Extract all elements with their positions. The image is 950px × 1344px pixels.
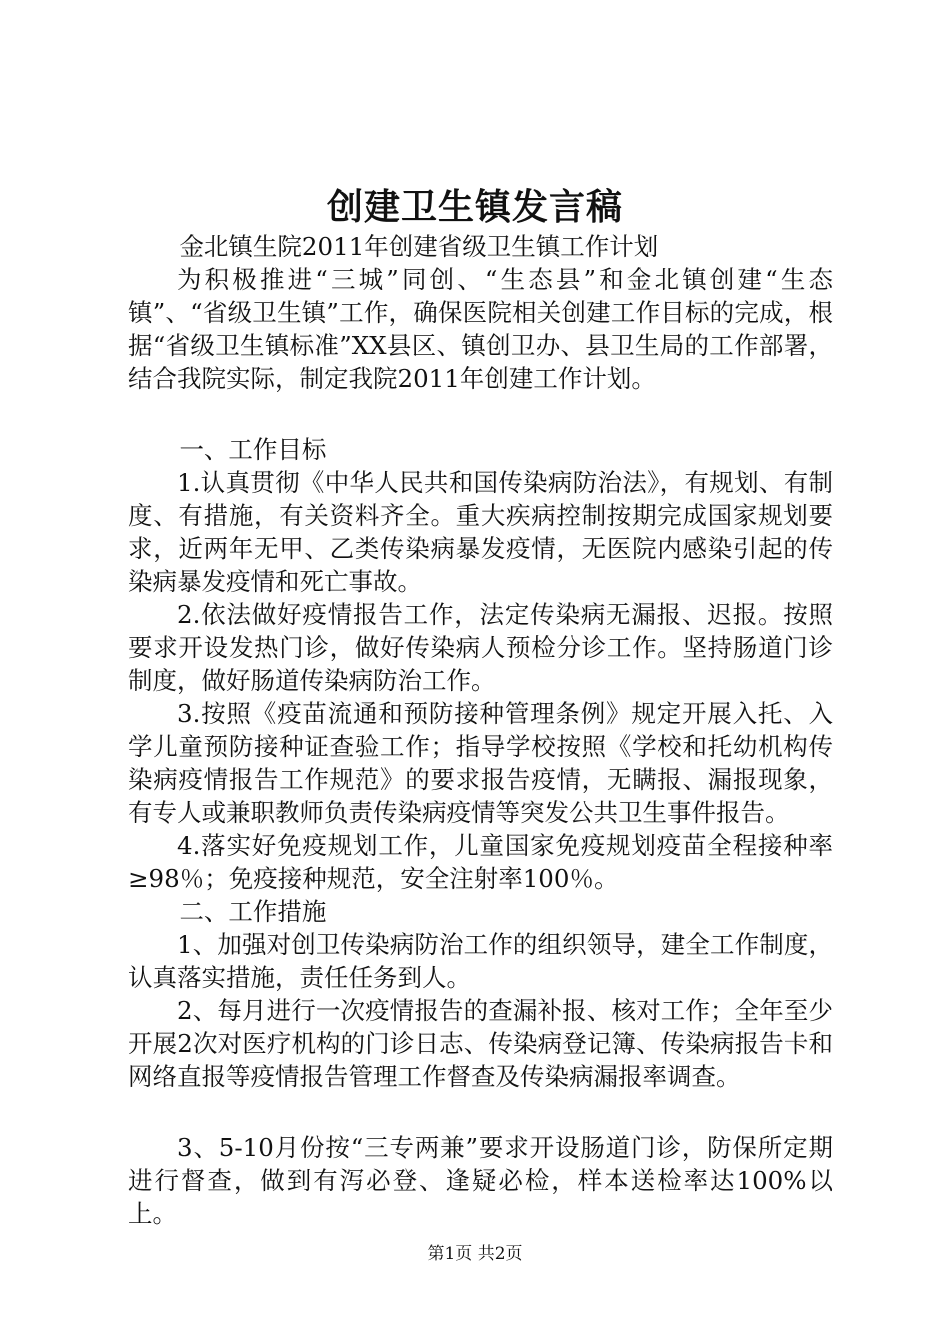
section-heading-goals: 一、工作目标 — [179, 435, 327, 464]
goal-item-4: 4.落实好免疫规划工作，儿童国家免疫规划疫苗全程接种率≥98％；免疫接种规范，安全注射率100％。 — [128, 831, 833, 893]
intro-paragraph: 为积极推进“三城”同创、“生态县”和金北镇创建“生态镇”、“省级卫生镇”工作，确保医院相关创建工作目标的完成，根据“省级卫生镇标准”XX县区、镇创卫办、县卫生局的工作部署，结合我院实际，制定我院2011年创建工作计划。 — [128, 265, 833, 393]
document-body — [128, 230, 833, 1230]
paragraph-spacer — [128, 1093, 833, 1131]
plan-heading: 金北镇生院2011年创建省级卫生镇工作计划 — [179, 232, 659, 261]
page-footer: 第1页 共2页 — [427, 1244, 523, 1264]
measure-item-2: 2、每月进行一次疫情报告的查漏补报、核对工作；全年至少开展2次对医疗机构的门诊日志、传染病登记簿、传染病报告卡和网络直报等疫情报告管理工作督查及传染病漏报率调查。 — [128, 996, 833, 1091]
goal-item-1: 1.认真贯彻《中华人民共和国传染病防治法》，有规划、有制度、有措施，有关资料齐全。重大疾病控制按期完成国家规划要求，近两年无甲、乙类传染病暴发疫情，无医院内感染引起的传染病暴发疫情和死亡事故。 — [128, 468, 833, 596]
paragraph-spacer — [128, 395, 833, 433]
goal-item-2: 2.依法做好疫情报告工作，法定传染病无漏报、迟报。按照要求开设发热门诊，做好传染病人预检分诊工作。坚持肠道门诊制度，做好肠道传染病防治工作。 — [128, 600, 833, 695]
measure-item-1: 1、加强对创卫传染病防治工作的组织领导，建全工作制度，认真落实措施，责任任务到人。 — [128, 930, 833, 992]
measure-item-3: 3、5-10月份按“三专两兼”要求开设肠道门诊，防保所定期进行督查，做到有泻必登、逢疑必检，样本送检率达100%以上。 — [128, 1133, 833, 1228]
document-title: 创建卫生镇发言稿 — [326, 187, 623, 228]
section-heading-measures: 二、工作措施 — [179, 897, 327, 926]
goal-item-3: 3.按照《疫苗流通和预防接种管理条例》规定开展入托、入学儿童预防接种证查验工作；指导学校按照《学校和托幼机构传染病疫情报告工作规范》的要求报告疫情，无瞒报、漏报现象，有专人或兼职教师负责传染病疫情等突发公共卫生事件报告。 — [128, 699, 833, 827]
